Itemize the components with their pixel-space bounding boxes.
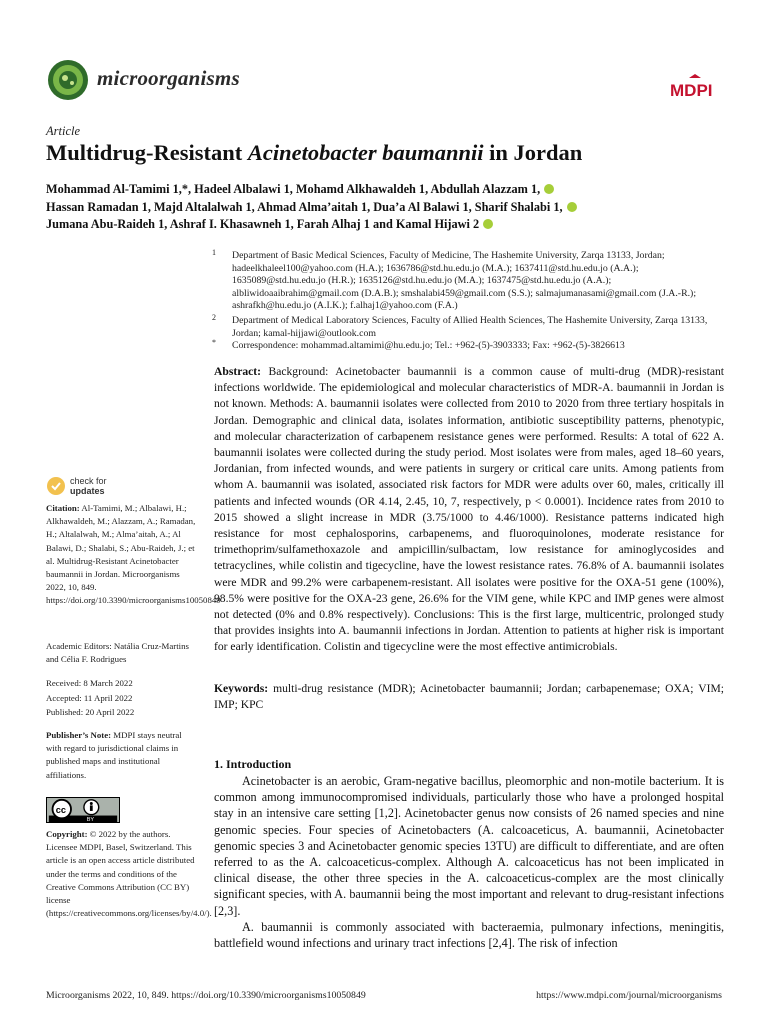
date-published: Published: 20 April 2022 [46, 707, 135, 717]
author-line: Mohammad Al-Tamimi 1,*, Hadeel Albalawi 1, Mohamd Alkhawaldeh 1, Abdullah Alazzam 1, [46, 181, 726, 199]
keywords: Keywords: multi-drug resistance (MDR); Acinetobacter baumannii; Jordan; carbapenemase; OXA; VIM; IMP; KPC [214, 682, 724, 712]
author-line: Jumana Abu-Raideh 1, Ashraf I. Khasawneh 1, Farah Alhaj 1 and Kamal Hijawi 2 [46, 216, 726, 234]
section-heading: 1. Introduction [214, 757, 292, 771]
svg-text:BY: BY [86, 817, 95, 823]
cc-by-license-icon[interactable] [46, 797, 120, 823]
footer-citation[interactable]: Microorganisms 2022, 10, 849. https://doi.org/10.3390/microorganisms10050849 [46, 990, 366, 1001]
affiliation-item: * Correspondence: mohammad.altamimi@hu.edu.jo; Tel.: +962-(5)-3903333; Fax: +962-(5)-3826613 [212, 338, 625, 351]
copyright: Copyright: © 2022 by the authors. Licensee MDPI, Basel, Switzerland. This article is an open access article distributed under the terms and conditions of the Creative Commons Attribution (CC BY) license (https://creativecommons.org/licenses/by/4.0/). [46, 829, 212, 919]
introduction-body [214, 773, 724, 951]
affiliation-item: 1 Department of Basic Medical Sciences, Faculty of Medicine, The Hashemite University, Zarqa 13133, Jordan; hadeelkhaleel100@yahoo.com (H.A.); 1636786@std.hu.edu.jo (M.A.); 1637411@std.hu.edu.jo (A.A.); 1635089@std.hu.edu.jo (H.R.); 1635126@std.hu.edu.jo (M.A.); 1637475@std.hu.edu.jo (A.A.); albliwidoaaibrahim@gmail.com (D.A.B.); smshalabi459@gmail.com (S.S.); salmajumanasami@gmail.com (J.A.-R.); ashrafkh@hu.edu.jo (A.I.K.); f.alhaj1@yahoo.com (F.A.) [212, 248, 697, 312]
citation: Citation: Al-Tamimi, M.; Albalawi, H.; Alkhawaldeh, M.; Alazzam, A.; Ramadan, H.; Altalalwah, M.; Alma’aitah, A.; Al Balawi, D.; Shalabi, S.; Abu-Raideh, J.; et al. Multidrug-Resistant Acinetobacter baumannii in Jordan. Microorganisms 2022, 10, 849. https://doi.org/10.3390/microorganisms10050849 [46, 503, 221, 606]
date-received: Received: 8 March 2022 [46, 678, 133, 688]
svg-text:cc: cc [55, 804, 67, 815]
paragraph: A. baumannii is commonly associated with bacteraemia, pulmonary infections, meningitis, battlefield wound infections and urinary tract infections [2,4]. The risk of infection [214, 919, 724, 951]
page-title: Multidrug-Resistant Acinetobacter baumannii in Jordan [46, 140, 583, 165]
author-list [46, 181, 726, 234]
abstract: Abstract: Background: Acinetobacter baumannii is a common cause of multi-drug (MDR)-resistant infections worldwide. The epidemiological and molecular characteristics of MDR-A. baumannii in Jordan is not known. Methods: A. baumannii isolates were collected from 2010 to 2020 from three tertiary hospitals in Jordan. Demographic and clinical data, isolates information, antibiotic susceptibility patterns, phenotypic, and molecular characterization of carbapenem resistance genes were performed. Results: A total of 622 A. baumannii isolates were collected during the study period. Most isolates were from males, aged 18–60 years, Jordanian, from infected wounds, and were patients in surgery or critical care units. Among patients from whom A. baumannii was isolated, associated risk factors for MDR were adults over 60, males, critically ill patients and infected wounds (OR 4.14, 2.45, 10, 7, respectively, p < 0.0001). Incidence rates from 2010 to 2015 showed a slight increase in MDR (3.75/1000 to 4.46/1000). Resistance patterns indicated high resistance for most cephalosporins, carbapenems, and fluoroquinolones, moderate resistance for trimethoprim/sulfamethoxazole and ampicillin/sulbactam, low resistance for aminoglycosides and tetracyclines, while colistin and tigecycline, have the lowest resistance rates. 76.8% of A. baumannii isolates were MDR and 99.2% were carbapenem-resistant. All isolates were positive for the OXA-51 gene (100%), 98.5% were positive for the OXA-23 gene, 26.6% for the VIM gene, while KPC and IMP genes were almost not detected (0% and 0.8% respectively). Conclusions: This is the first large, multicentric, prolonged study that provides insights into A. baumannii infections in Jordan. Attention to patients at higher risk is important for early identification. Colistin and tigecycline were the most effective antimicrobials. [214, 365, 724, 654]
paragraph: Acinetobacter is an aerobic, Gram-negative bacillus, pleomorphic and non-motile bacterium. It is common among immunocompromised individuals, particularly those who have a prolonged hospital stay in an intensive care setting [1,2]. Acinetobacter genus now consists of 26 named species and nine genomic species. Four species of Acinetobacters (A. calcoaceticus, A. baumannii, Acinetobacter genomic species 3 and Acinetobacter genomic species 13TU) are difficult to differentiate, and are often referred to as the A. calcoaceticus-complex. Although A. calcoaceticus has not been implicated in clinical disease, the other three species in the A. calcoaceticus-complex are the most clinically significant species, with A. baumannii being the most important and relevant to drug-resistant infections [2,3]. [214, 774, 724, 918]
publishers-note: Publisher’s Note: MDPI stays neutral with regard to jurisdictional claims in published maps and institutional affiliations. [46, 730, 182, 780]
orcid-icon[interactable] [567, 202, 577, 212]
orcid-icon[interactable] [483, 219, 493, 229]
orcid-icon[interactable] [544, 184, 554, 194]
date-accepted: Accepted: 11 April 2022 [46, 693, 133, 703]
journal-logo-icon [46, 58, 90, 102]
publisher-name: MDPI [670, 81, 713, 100]
article-type: Article [46, 124, 81, 138]
check-for-updates-icon[interactable] [46, 476, 66, 496]
academic-editors: Academic Editors: Natália Cruz-Martins and Célia F. Rodrigues [46, 641, 189, 665]
author-line: Hassan Ramadan 1, Majd Altalalwah 1, Ahmad Alma’aitah 1, Dua’a Al Balawi 1, Sharif Shalabi 1, [46, 199, 726, 217]
journal-name[interactable]: microorganisms [97, 66, 240, 90]
affiliation-item: 2 Department of Medical Laboratory Sciences, Faculty of Allied Health Sciences, The Hashemite University, Zarqa 13133, Jordan; kamal-hijjawi@outlook.com [212, 313, 708, 339]
footer-journal-link[interactable]: https://www.mdpi.com/journal/microorganisms [536, 990, 722, 1001]
mdpi-logo-icon[interactable] [668, 72, 722, 102]
check-for-updates-button[interactable]: check for updates [70, 476, 107, 496]
